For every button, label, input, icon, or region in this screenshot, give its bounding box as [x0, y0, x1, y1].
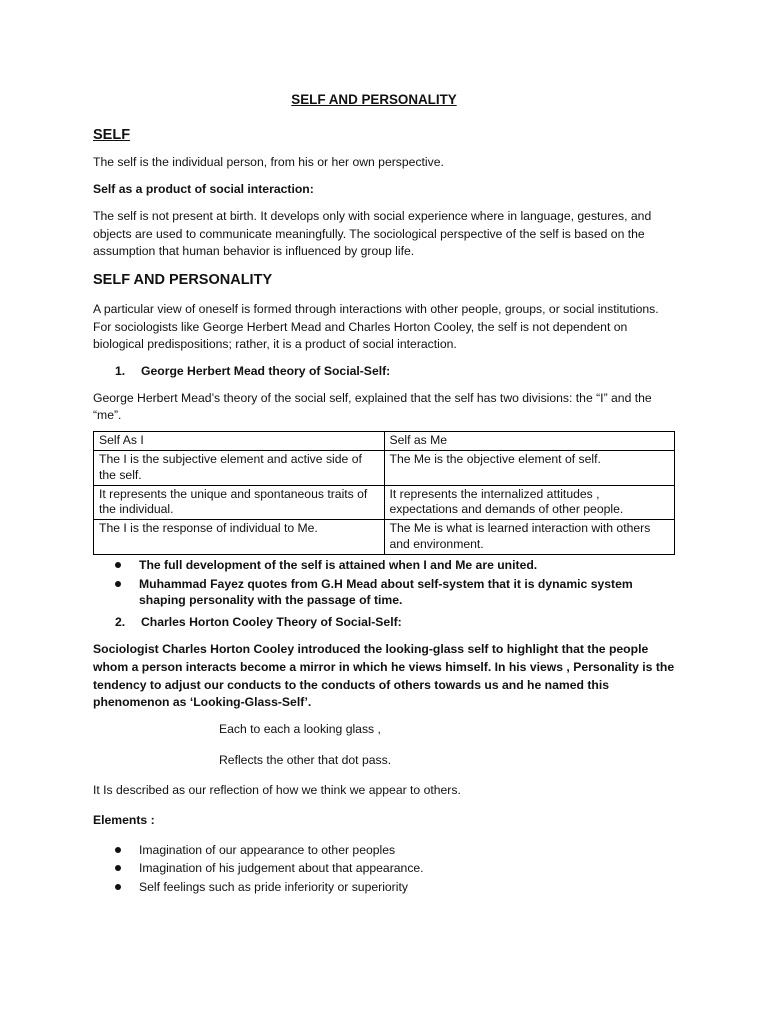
- table-cell: It represents the internalized attitudes , expectations and demands of other people.: [384, 485, 675, 520]
- section-heading-self-and-personality: SELF AND PERSONALITY: [93, 271, 273, 288]
- list-number: 1.: [115, 363, 126, 378]
- bullet-icon: [115, 581, 121, 587]
- bullet-icon: [115, 865, 121, 871]
- list-item: [115, 860, 675, 876]
- list-number: 2.: [115, 615, 126, 630]
- table-cell: The I is the subjective element and active side of the self.: [94, 450, 385, 485]
- mead-heading-text: George Herbert Mead theory of Social-Self:: [141, 363, 391, 378]
- self-and-personality-paragraph: A particular view of oneself is formed through interactions with other people, groups, or social institutions. For sociologists like George Herbert Mead and Charles Horton Cooley, the self is not dependent on biological predispositions; rather, it is a product of social interaction.: [93, 301, 659, 352]
- bullet-icon: [115, 847, 121, 853]
- cooley-paragraph: Sociologist Charles Horton Cooley introduced the looking-glass self to highlight that the people whom a person interacts become a mirror in which he views himself. In his views , Personality is the tendency to adjust our conducts to the conducts of others towards us and he named this phenomenon as ‘Looking-Glass-Self’.: [93, 642, 675, 710]
- quote-line: Each to each a looking glass ,: [219, 721, 381, 736]
- list-item: [115, 557, 675, 573]
- list-item: [115, 842, 675, 858]
- list-item: [115, 879, 675, 895]
- self-subheading: Self as a product of social interaction:: [93, 182, 314, 197]
- quote-line: Reflects the other that dot pass.: [219, 752, 392, 767]
- table-header-cell: Self as Me: [384, 432, 675, 451]
- list-item-text: Self feelings such as pride inferiority or superiority: [139, 879, 408, 894]
- list-item-text: Muhammad Fayez quotes from G.H Mead about self-system that it is dynamic system shaping personality with the passage of time.: [139, 576, 633, 607]
- mead-intro: George Herbert Mead’s theory of the social self, explained that the self has two divisions: the “I” and the “me”.: [93, 390, 652, 423]
- cooley-heading-text: Charles Horton Cooley Theory of Social-Self:: [141, 615, 402, 630]
- bullet-icon: [115, 562, 121, 568]
- list-item-text: The full development of the self is attained when I and Me are united.: [139, 558, 538, 573]
- table-row: [94, 485, 675, 520]
- elements-label: Elements :: [93, 812, 155, 827]
- table-row: [94, 520, 675, 555]
- table-header-cell: Self As I: [94, 432, 385, 451]
- self-definition: The self is the individual person, from his or her own perspective.: [93, 155, 444, 170]
- self-paragraph: The self is not present at birth. It develops only with social experience where in language, gestures, and objects are used to communicate meaningfully. The sociological perspective of the self is based on the assumption that human behavior is influenced by group life.: [93, 208, 652, 259]
- cooley-theory-heading: [93, 614, 675, 632]
- section-heading-self: SELF: [93, 127, 131, 144]
- bullet-icon: [115, 884, 121, 890]
- table-cell: The Me is what is learned interaction with others and environment.: [384, 520, 675, 555]
- table-cell: The I is the response of individual to Me.: [94, 520, 385, 555]
- elements-list: [93, 842, 675, 895]
- mead-bullet-list: [93, 557, 675, 608]
- list-item-text: Imagination of our appearance to other peoples: [139, 842, 396, 857]
- table-cell: The Me is the objective element of self.: [384, 450, 675, 485]
- document-body: [93, 90, 675, 901]
- table-cell: It represents the unique and spontaneous traits of the individual.: [94, 485, 385, 520]
- self-comparison-table: [93, 431, 675, 555]
- list-item-text: Imagination of his judgement about that appearance.: [139, 861, 424, 876]
- mead-theory-heading: [93, 363, 675, 381]
- table-row: [94, 450, 675, 485]
- table-header-row: [94, 432, 675, 451]
- reflection-description: It Is described as our reflection of how we think we appear to others.: [93, 783, 461, 798]
- document-title: SELF AND PERSONALITY: [291, 92, 457, 107]
- list-item: [115, 576, 675, 609]
